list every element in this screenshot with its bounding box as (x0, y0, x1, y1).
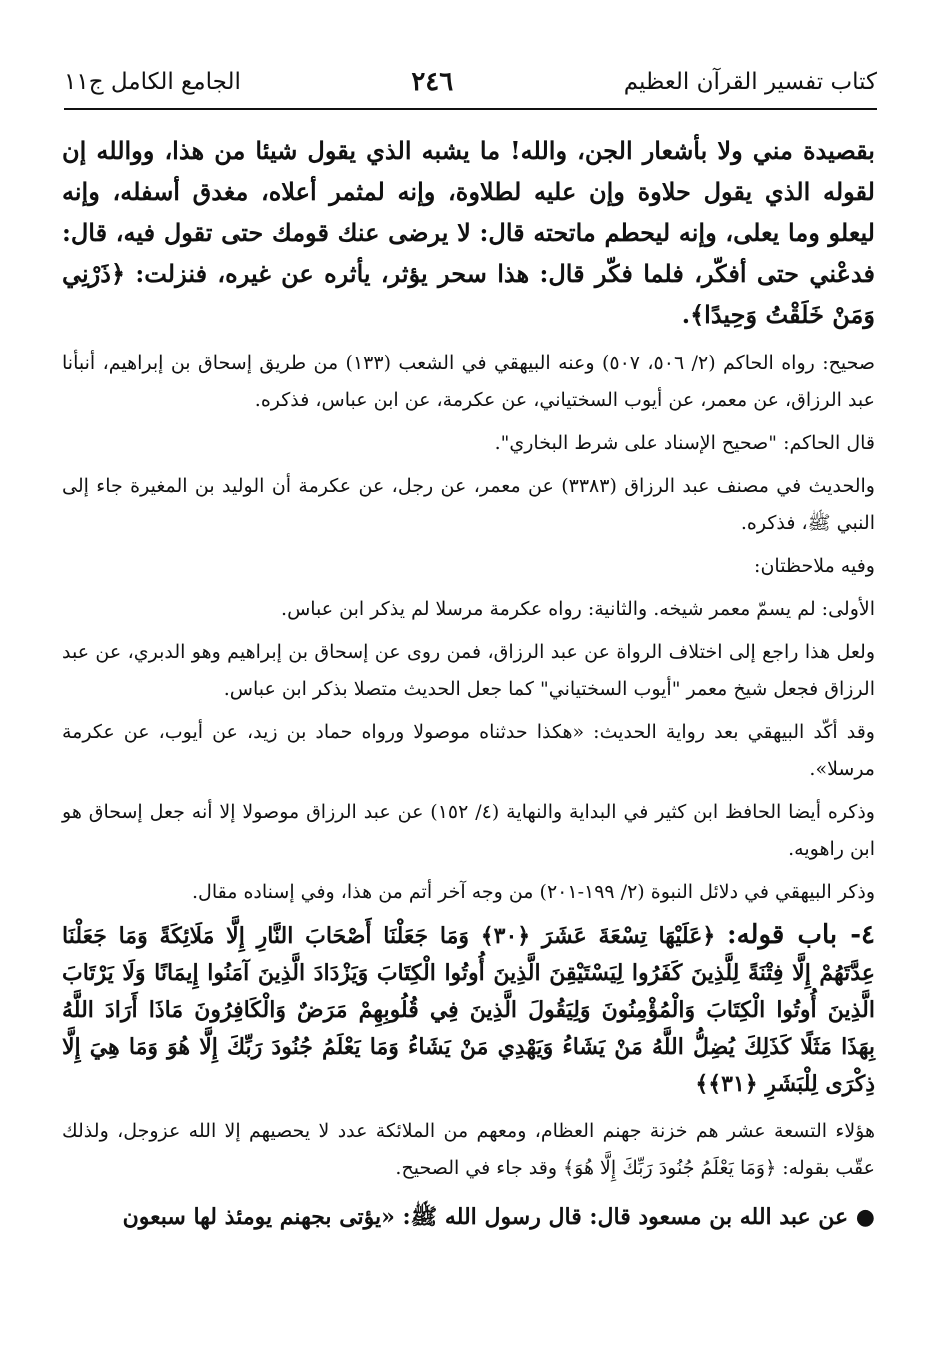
note-first-second: الأولى: لم يسمّ معمر شيخه. والثانية: رواه عكرمة مرسلا لم يذكر ابن عباس. (281, 598, 875, 620)
note-authentication: صحيح: رواه الحاكم (٢/ ٥٠٦، ٥٠٧) وعنه البيهقي في الشعب (١٣٣) من طريق إسحاق بن إبراهيم، أنبأنا عبد الرزاق، عن معمر، عن أيوب السختياني، عن عكرمة، عن ابن عباس، فذكره. (62, 352, 875, 411)
chapter-heading: ٤- باب قوله: (727, 920, 875, 950)
note-ibn-kathir: وذكره أيضا الحافظ ابن كثير في البداية والنهاية (٤/ ١٥٢) عن عبد الرزاق موصولا إلا أنه جعل إسحاق هو ابن راهويه. (62, 801, 875, 860)
volume-title: الجامع الكامل ج١١ (64, 69, 241, 95)
note-observations: وفيه ملاحظتان: (754, 555, 875, 577)
note-musannaf: والحديث في مصنف عبد الرزاق (٣٣٨٣) عن معمر، عن رجل، عن عكرمة أن الوليد بن المغيرة جاء إلى النبي ﷺ، فذكره. (62, 475, 875, 534)
note-dalail: وذكر البيهقي في دلائل النبوة (٢/ ١٩٩-٢٠١) من وجه آخر أتم من هذا، وفي إسناده مقال. (192, 881, 875, 903)
note-bayhaqi: وقد أكّد البيهقي بعد رواية الحديث: «هكذا حدثناه موصولا ورواه حماد بن زيد، عن أيوب، عن عكرمة مرسلا». (62, 721, 875, 780)
note-narrators: ولعل هذا راجع إلى اختلاف الرواة عن عبد الرزاق، فمن روى عن إسحاق بن إبراهيم وهو الدبري، عن عبد الرزاق فجعل شيخ معمر "أيوب السختياني" كما جعل الحديث متصلا بذكر ابن عباس. (62, 641, 875, 700)
page-header (64, 62, 877, 102)
commentary-paragraph: هؤلاء التسعة عشر هم خزنة جهنم العظام، ومعهم من الملائكة عدد لا يحصيهم إلا الله عزوجل، ولذلك عقّب بقوله: ﴿وَمَا يَعْلَمُ جُنُودَ رَبِّكَ إِلَّا هُوَ﴾ وقد جاء في الصحيح. (62, 1120, 875, 1179)
note-hakim: قال الحاكم: "صحيح الإسناد على شرط البخاري". (494, 432, 875, 454)
page-body (62, 130, 875, 1237)
page-number: ٢٤٦ (411, 67, 454, 97)
quran-verse: ﴿عَلَيْهَا تِسْعَةَ عَشَرَ ﴿٣٠﴾ وَمَا جَعَلْنَا أَصْحَابَ النَّارِ إِلَّا مَلَائِكَةً وَمَا جَعَلْنَا عِدَّتَهُمْ إِلَّا فِتْنَةً لِلَّذِينَ كَفَرُوا لِيَسْتَيْقِنَ الَّذِينَ أُوتُوا الْكِتَابَ وَيَزْدَادَ الَّذِينَ آمَنُوا إِيمَانًا وَلَا يَرْتَابَ الَّذِينَ أُوتُوا الْكِتَابَ وَالْمُؤْمِنُونَ وَلِيَقُولَ الَّذِينَ فِي قُلُوبِهِمْ مَرَضٌ وَالْكَافِرُونَ مَاذَا أَرَادَ اللَّهُ بِهَذَا مَثَلًا كَذَلِكَ يُضِلُّ اللَّهُ مَنْ يَشَاءُ وَيَهْدِي مَنْ يَشَاءُ وَمَا يَعْلَمُ جُنُودَ رَبِّكَ إِلَّا هُوَ وَمَا هِيَ إِلَّا ذِكْرَى لِلْبَشَرِ ﴿٣١﴾﴾ (62, 923, 875, 1097)
chapter-block (62, 917, 875, 1103)
hadith-paragraph: ● عن عبد الله بن مسعود قال: قال رسول الله ﷺ: «يؤتى بجهنم يومئذ لها سبعون (122, 1204, 875, 1230)
book-title: كتاب تفسير القرآن العظيم (623, 69, 877, 95)
main-paragraph: بقصيدة مني ولا بأشعار الجن، والله! ما يشبه الذي يقول شيئا من هذا، ووالله إن لقوله الذي يقول حلاوة وإن عليه لطلاوة، وإنه لمثمر أعلاه، مغدق أسفله، وإنه ليعلو وما يعلى، وإنه ليحطم ماتحته قال: لا يرضى عنك قومك حتى تقول فيه، قال: فدعْني حتى أفكّر، فلما فكّر قال: هذا سحر يؤثر، يأثره عن غيره، فنزلت: ﴿ذَرْنِي وَمَنْ خَلَقْتُ وَحِيدًا﴾. (62, 136, 875, 329)
header-rule (64, 108, 877, 110)
